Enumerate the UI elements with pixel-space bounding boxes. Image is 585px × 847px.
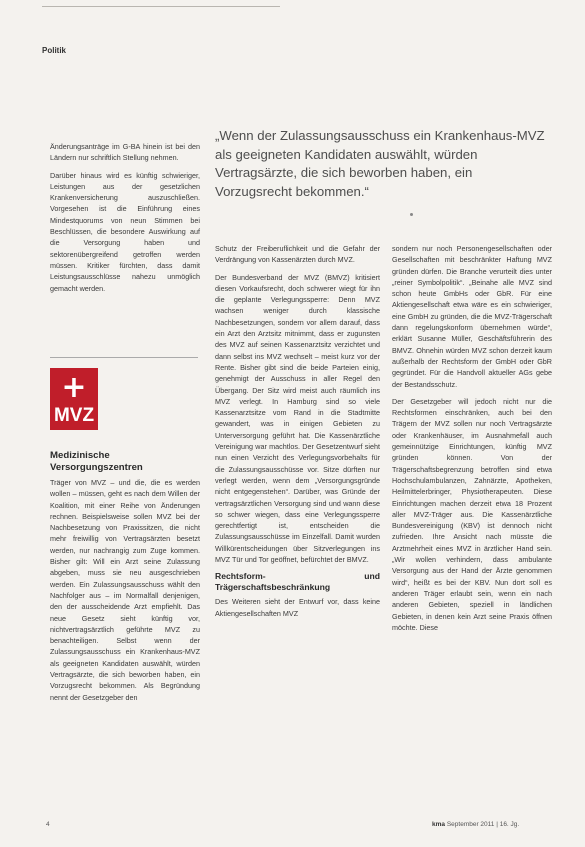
column-left xyxy=(50,141,200,300)
col2-paragraph-2: Der Bundesverband der MVZ (BMVZ) kritisiert diesen Vorkaufsrecht, doch schwerer wiegt für ihn die geplante Verlegungssperre: Denn MVZ wachsen weniger durch klassische Nachbesetzungen, sondern vor allem darauf, dass ein Arzt den Arztsitz mitnimmt, dass er zugunsten des MVZ auf seinen Kassenarztsitz verzichtet und dann selbst ins MVZ wechselt – meist kurz vor der Rente. Bisher gibt sind die beide Parteien einig, genehmigt der Ausschuss in aller Regel den Übergang. Der Sitz wird meist auch räumlich ins MVZ verlegt. In Hamburg sind so viele Kassenarztsitze vom Rand in die Stadtmitte gewandert, was in einigen Gebieten zu Unterversorgung geführt hat. Die Kassenärztliche Vereinigung war machtlos. Der Gesetzentwurf sieht nun einen Verzicht des Verlegungsvorbehalts für die Zulassungsausschüsse vor. Sitze dürften nur verlegt werden, wenn dem „Versorgungsgründe nicht entgegenstehen“. Darüber, was Gründe der vertragsärztlichen Versorgung sind und wann diese so schwer wiegen, dass eine Verlegungssperre gerechtfertigt ist, entscheiden die Zulassungsausschüsse im Einzelfall. Damit wurden Willkürentscheidungen über Sitzverlegungen ins MVZ Tür und Tor geöffnet, befürchtet der BMVZ. xyxy=(215,272,380,565)
footer-issue xyxy=(432,821,519,828)
issue-info: September 2011 | 16. Jg. xyxy=(446,821,520,828)
column-right xyxy=(392,243,552,639)
mvz-logo xyxy=(50,368,98,430)
box-text xyxy=(50,477,200,709)
col2-paragraph-1: Schutz der Freiberuflichkeit und die Gefahr der Verdrängung von Kassenärzten durch MVZ. xyxy=(215,244,380,265)
page-number: 4 xyxy=(46,821,50,828)
mvz-logo-label: MVZ xyxy=(53,405,95,426)
column-middle xyxy=(215,243,380,625)
magazine-name: kma xyxy=(432,821,446,828)
top-rule xyxy=(42,6,280,7)
col1-paragraph-2: Darüber hinaus wird es künftig schwieriger, Leistungen aus der gesetzlichen Krankenversicherung auszuschließen. Vorgesehen ist die Einführung eines Mindestquorums von neun Stimmen bei Beschlüssen, die besondere Auswirkung auf die Versorgung haben und sektorenübergreifend getroffen werden müssen. Kritiker fürchten, dass damit Leistungsausschlüsse nahezu unmöglich gemacht werden. xyxy=(50,170,200,293)
col2-paragraph-3: Des Weiteren sieht der Entwurf vor, dass keine Aktiengesellschaften MVZ xyxy=(215,597,380,618)
col3-paragraph-1: sondern nur noch Personengesellschaften oder Gesellschaften mit beschränkter Haftung MVZ gründen dürfen. Die Branche verurteilt dies unter „reiner Symbolpolitik“. „Beinahe alle MVZ sind schon heute GmbHs oder GbR. Für eine Aktiengesellschaft etwa wäre es ein schwieriger, eine GmbH zu gründen, die die MVZ-Trägerschaft dann regelungskonform übernehmen würde“, erklärt Susanne Müller, Geschäftsführerin des BMVZ. Ohnehin würden MVZ schon derzeit kaum außerhalb der Rechtsform der GmbH oder GbR gegründet. Für die Handvoll aktueller AGs gebe der Bestandsschutz. xyxy=(392,244,552,389)
separator-dot xyxy=(410,213,413,216)
subheading: Rechtsform- und Trägerschaftsbeschränkung xyxy=(215,571,380,593)
medical-cross-icon: + xyxy=(61,370,87,405)
pull-quote: „Wenn der Zulassungsausschuss ein Krankenhaus-MVZ als geeigneten Kandidaten auswählt, würden Vertragsärzte, die sich beworben haben, ein Vorzugsrecht bekommen.“ xyxy=(215,128,545,199)
section-label: Politik xyxy=(42,46,67,55)
box-paragraph: Träger von MVZ – und die, die es werden wollen – müssen, geht es nach dem Willen der Koalition, mit einer Reihe von Änderungen rechnen. Beispielsweise sollen MVZ bei der Nachbesetzung von Praxissitzen, die nicht mehr freiwillig von Vertragsärzten besetzt werden, nur nachrangig zum Zuge kommen. Bisher gilt: Will ein Arzt seine Zulassung abgeben, muss sie neu ausgeschrieben werden. Ein Zulassungsausschuss wählt den Nachfolger aus – im Normalfall denjenigen, den der ausscheidende Arzt empfiehlt. Das neue Gesetz sieht künftig vor, nichtvertragsärztlich geführte MVZ zu benachteiligen. Selbst wenn der Zulassungsausschuss ein Krankenhaus-MVZ als geeigneten Kandidaten auswählt, würden Vertragsärzte, die sich beworben haben, ein Vorzugsrecht bekommen. Als Begründung nennt der Gesetzgeber den xyxy=(50,478,200,702)
column-divider xyxy=(50,357,198,358)
col3-paragraph-2: Der Gesetzgeber will jedoch nicht nur die Rechtsformen einschränken, auch bei den Trägern der MVZ sollen nur noch Vertragsärzte oder Krankenhäuser, im Ausnahmefall auch gemeinnützige Einrichtungen, künftig MVZ gründen können. Von der Trägerschaftsbegrenzung betroffen sind etwa Hochschulambulanzen, Zahnärzte, Apotheken, Heilmittelerbringer, Physiotherapeuten. Diese Einrichtungen machen derzeit etwa 18 Prozent aller MVZ-Träger aus. Die Kassenärztliche Bundesvereinigung (KBV) ist dennoch nicht zufrieden. Ihre Ansicht nach müsste die Arztmehrheit eines MVZ in ärztlicher Hand sein. „Wir wollen verhindern, dass ambulante Versorgung aus der Hand der Ärzte genommen wird“, heißt es bei der KBV. Nun dort soll es anderen Träger erlaubt sein, wenn ein nach anderen Gebieten, speziell in ländlichen Gebieten, in denen kein Arzt seine Praxis öffnen möchte. Diese xyxy=(392,396,552,632)
box-heading: Medizinische Versorgungszentren xyxy=(50,450,143,473)
col1-paragraph-1: Änderungsanträge im G-BA hinein ist bei den Ländern nur schriftlich Stellung nehmen. xyxy=(50,142,200,163)
